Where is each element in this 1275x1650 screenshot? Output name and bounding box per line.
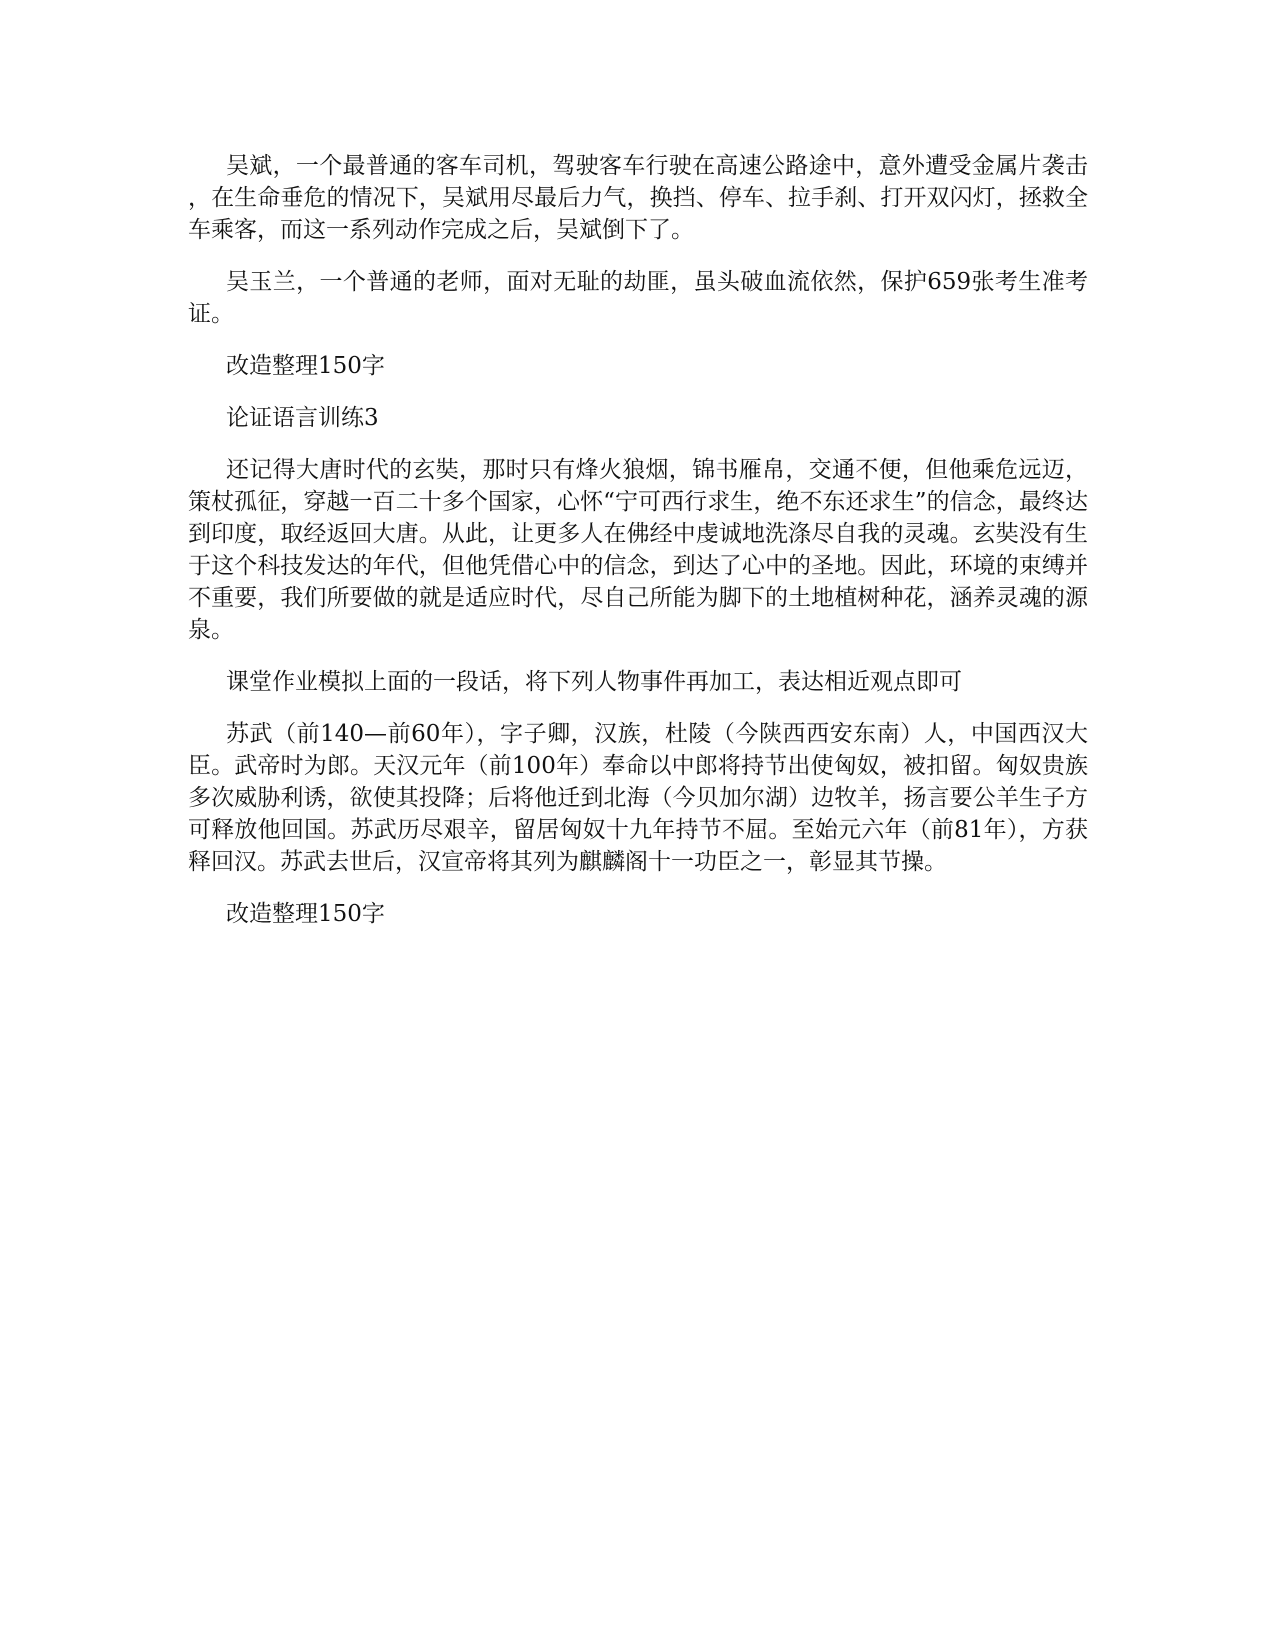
- section-heading-argument-training-3: 论证语言训练3: [226, 405, 379, 431]
- paragraph-wu-yulan: 吴玉兰，一个普通的老师，面对无耻的劫匪，虽头破血流依然，保护659张考生准考证。: [188, 269, 1088, 327]
- instruction-rewrite-150-second: 改造整理150字: [226, 901, 385, 927]
- instruction-classroom-assignment: 课堂作业模拟上面的一段话，将下列人物事件再加工，表达相近观点即可: [226, 669, 962, 695]
- paragraph-xuanzang: 还记得大唐时代的玄奘，那时只有烽火狼烟，锦书雁帛，交通不便，但他乘危远迈，策杖孤征，穿越一百二十多个国家，心怀“宁可西行求生，绝不东还求生”的信念，最终达到印度，取经返回大唐。从此，让更多人在佛经中虔诚地洗涤尽自我的灵魂。玄奘没有生于这个科技发达的年代，但他凭借心中的信念，到达了心中的圣地。因此，环境的束缚并不重要，我们所要做的就是适应时代，尽自己所能为脚下的土地植树种花，涵养灵魂的源泉。: [188, 457, 1088, 643]
- document-body: [188, 150, 1088, 950]
- paragraph-su-wu: 苏武（前140—前60年），字子卿，汉族，杜陵（今陕西西安东南）人，中国西汉大臣。武帝时为郎。天汉元年（前100年）奉命以中郎将持节出使匈奴，被扣留。匈奴贵族多次威胁利诱，欲使其投降；后将他迁到北海（今贝加尔湖）边牧羊，扬言要公羊生子方可释放他回国。苏武历尽艰辛，留居匈奴十九年持节不屈。至始元六年（前81年），方获释回汉。苏武去世后，汉宣帝将其列为麒麟阁十一功臣之一，彰显其节操。: [188, 721, 1088, 875]
- instruction-rewrite-150: 改造整理150字: [226, 353, 385, 379]
- paragraph-wu-bin: 吴斌，一个最普通的客车司机，驾驶客车行驶在高速公路途中，意外遭受金属片袭击，在生命垂危的情况下，吴斌用尽最后力气，换挡、停车、拉手刹、打开双闪灯，拯救全车乘客，而这一系列动作完成之后，吴斌倒下了。: [188, 153, 1088, 243]
